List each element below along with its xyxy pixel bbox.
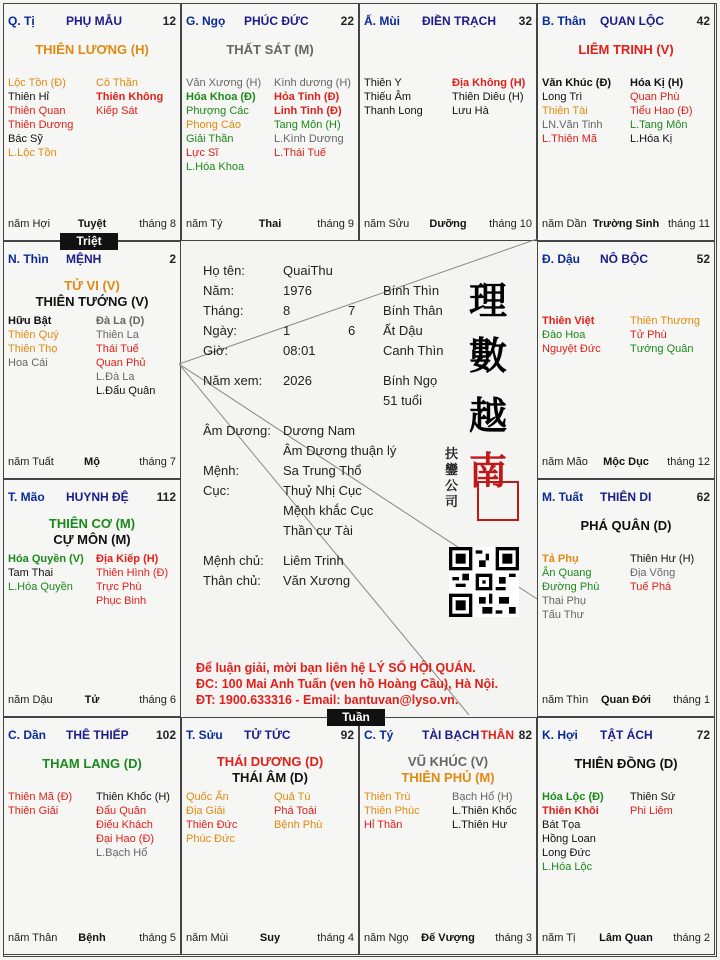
- minor-star: Long Đức: [542, 847, 591, 859]
- palace-stage: Bệnh: [78, 932, 106, 944]
- palace-can-chi: K. Hợi: [542, 728, 578, 742]
- major-star: THIÊN LƯƠNG (H): [35, 42, 149, 57]
- minor-star: Hóa Quyền (V): [8, 553, 84, 565]
- minor-star: L.Hóa Khoa: [186, 161, 245, 173]
- minor-stars-left: [364, 790, 420, 832]
- minor-star: Linh Tinh (Đ): [274, 105, 342, 117]
- palace-name: NÔ BỘC: [600, 252, 648, 266]
- minor-star: Phá Toái: [274, 805, 317, 817]
- minor-star: Thiên Hỉ: [8, 91, 49, 103]
- palace-hoi[interactable]: [537, 717, 715, 955]
- minor-star: Địa Kiếp (H): [96, 553, 159, 565]
- than-chu-value: Văn Xương: [283, 573, 351, 588]
- minor-star: Bác Sỹ: [8, 133, 43, 145]
- calligraphy-char-3: 越: [469, 393, 508, 438]
- thang-am-lich: 7: [348, 303, 356, 318]
- palace-month: tháng 12: [667, 456, 710, 468]
- palace-footer: [542, 694, 710, 708]
- minor-star: Thiên Dương: [8, 119, 74, 131]
- palace-number: 52: [696, 252, 710, 266]
- minor-stars-left: [8, 314, 59, 370]
- minor-stars-left: [8, 552, 84, 594]
- minor-star: L.Thái Tuế: [274, 147, 326, 159]
- minor-star: Hóa Lộc (Đ): [542, 791, 604, 803]
- qr-code: [449, 547, 519, 617]
- palace-stage: Suy: [259, 932, 281, 944]
- major-star: THIÊN TƯỚNG (V): [35, 294, 149, 309]
- minor-star: Phượng Các: [186, 105, 249, 117]
- minor-star: Thiên Y: [364, 77, 402, 89]
- palace-year: năm Tuất: [8, 456, 54, 468]
- palace-number: 22: [340, 14, 354, 28]
- palace-footer: [186, 218, 354, 232]
- minor-star: Địa Giải: [186, 805, 226, 817]
- palace-name: HUYNH ĐỆ: [66, 490, 129, 504]
- minor-star: Giải Thần: [186, 133, 234, 145]
- palace-stage: Dưỡng: [429, 218, 467, 230]
- palace-month: tháng 7: [139, 456, 176, 468]
- minor-star: Hỏa Tinh (Đ): [274, 91, 340, 103]
- minor-star: Hóa Kị (H): [630, 77, 684, 89]
- major-star: THẤT SÁT (M): [226, 42, 314, 57]
- major-star: TỬ VI (V): [64, 278, 120, 293]
- minor-star: Tam Thai: [8, 567, 54, 579]
- palace-name: PHỤ MẪU: [66, 14, 122, 28]
- minor-star: Kiếp Sát: [96, 105, 138, 117]
- ho-ten-value: QuaiThu: [283, 263, 333, 278]
- palace-footer: [364, 218, 532, 232]
- palace-ty[interactable]: [359, 717, 537, 955]
- minor-star: Thiên Khôi: [542, 805, 599, 817]
- cuc-note-1: Mệnh khắc Cục: [283, 503, 374, 518]
- palace-name: ĐIỀN TRẠCH: [422, 14, 496, 28]
- palace-can-chi: B. Thân: [542, 14, 586, 28]
- palace-number: 82: [518, 728, 532, 742]
- palace-can-chi: Đ. Dậu: [542, 252, 581, 266]
- palace-footer: [8, 932, 176, 946]
- palace-thin[interactable]: [3, 241, 181, 479]
- palace-year: năm Sửu: [364, 218, 410, 230]
- minor-star: Phi Liêm: [630, 805, 673, 817]
- than-marker: THÂN: [480, 728, 514, 742]
- palace-than[interactable]: [537, 3, 715, 241]
- minor-star: Tử Phù: [630, 329, 667, 341]
- menh-label: Mệnh:: [203, 463, 240, 478]
- minor-star: Phong Cáo: [186, 119, 242, 131]
- minor-stars-right: [96, 76, 163, 118]
- minor-star: Điếu Khách: [96, 819, 153, 831]
- palace-number: 92: [340, 728, 354, 742]
- minor-star: Thiếu Âm: [364, 91, 412, 103]
- palace-header: [8, 490, 176, 504]
- minor-stars-right: [274, 790, 322, 832]
- palace-tuat[interactable]: [537, 479, 715, 717]
- than-chu-label: Thân chủ:: [203, 573, 261, 588]
- minor-stars-right: [452, 790, 517, 832]
- minor-star: Thiên Khốc (H): [96, 791, 170, 803]
- thang-can-chi: Bính Thân: [383, 303, 443, 318]
- nam-xem-value: 2026: [283, 373, 312, 388]
- cuc-value: Thuỷ Nhị Cục: [283, 483, 362, 498]
- cuc-label: Cục:: [203, 483, 230, 498]
- palace-name: TÀI BẠCH: [422, 728, 480, 742]
- minor-stars-right: [96, 552, 168, 608]
- major-star: THÁI DƯƠNG (D): [216, 754, 324, 769]
- palace-number: 42: [696, 14, 710, 28]
- minor-star: Thiên Quý: [8, 329, 59, 341]
- minor-stars-right: [630, 76, 693, 146]
- palace-month: tháng 11: [667, 218, 710, 230]
- minor-stars-right: [630, 314, 700, 356]
- minor-star: Đường Phù: [542, 581, 600, 593]
- minor-star: Tấu Thư: [542, 609, 585, 621]
- minor-star: Hoa Cái: [8, 357, 48, 369]
- palace-footer: [8, 694, 176, 708]
- palace-can-chi: Ấ. Mùi: [364, 14, 400, 28]
- minor-star: Kình dương (H): [274, 77, 351, 89]
- palace-month: tháng 9: [317, 218, 354, 230]
- minor-star: Quả Tú: [274, 791, 311, 803]
- palace-name: MỆNH: [66, 252, 102, 266]
- minor-stars-left: [8, 76, 73, 160]
- nam-xem-can-chi: Bính Ngọ: [383, 373, 438, 388]
- palace-ngo[interactable]: [181, 3, 359, 241]
- palace-dan[interactable]: [3, 717, 181, 955]
- palace-month: tháng 5: [139, 932, 176, 944]
- minor-star: Đào Hoa: [542, 329, 586, 341]
- contact-line-3: ĐT: 1900.633316 - Email: bantuvan@lyso.vn.: [196, 693, 459, 707]
- palace-number: 62: [696, 490, 710, 504]
- am-duong-value: Dương Nam: [283, 423, 356, 438]
- palace-dau[interactable]: [537, 241, 715, 479]
- minor-star: Thiên Hư (H): [630, 553, 695, 565]
- palace-stage: Thai: [258, 218, 282, 230]
- palace-year: năm Thìn: [542, 694, 589, 706]
- palace-footer: [8, 456, 176, 470]
- major-star: VŨ KHÚC (V): [407, 754, 489, 769]
- minor-stars-right: [96, 314, 155, 398]
- palace-stage: Quan Đới: [601, 694, 651, 706]
- palace-year: năm Dần: [542, 218, 587, 230]
- minor-star: Đẩu Quân: [96, 805, 147, 817]
- major-star: CỰ MÔN (M): [53, 532, 131, 547]
- minor-stars-right: [630, 790, 675, 818]
- minor-star: L.Thiên Hư: [452, 819, 508, 831]
- palace-name: THÊ THIẾP: [66, 728, 129, 742]
- palace-header: [542, 14, 710, 28]
- major-star: PHÁ QUÂN (D): [580, 518, 672, 533]
- minor-star: L.Đà La: [96, 371, 135, 383]
- palace-month: tháng 6: [139, 694, 176, 706]
- palace-footer: [186, 932, 354, 946]
- minor-star: Quốc Ấn: [186, 791, 229, 803]
- minor-star: L.Hóa Lộc: [542, 861, 593, 873]
- menh-value: Sa Trung Thổ: [283, 463, 362, 478]
- major-star: THAM LANG (D): [42, 756, 142, 771]
- palace-year: năm Mão: [542, 456, 588, 468]
- palace-year: năm Tý: [186, 218, 223, 230]
- menh-chu-value: Liêm Trinh: [283, 553, 344, 568]
- minor-star: Tang Môn (H): [274, 119, 341, 131]
- triet-marker: Triệt: [60, 233, 118, 250]
- palace-year: năm Ngọ: [364, 932, 409, 944]
- palace-suu[interactable]: [181, 717, 359, 955]
- tuoi-value: 51 tuổi: [383, 393, 423, 408]
- major-star: THIÊN CƠ (M): [48, 516, 136, 531]
- palace-number: 32: [518, 14, 532, 28]
- palace-year: năm Dậu: [8, 694, 53, 706]
- minor-star: Tả Phụ: [542, 553, 579, 565]
- minor-star: Thiên Mã (Đ): [8, 791, 73, 803]
- palace-footer: [8, 218, 176, 232]
- minor-stars-left: [186, 790, 237, 846]
- ngay-value: 1: [283, 323, 291, 338]
- cuc-note-2: Thần cư Tài: [283, 523, 353, 538]
- minor-star: LN.Văn Tinh: [542, 119, 603, 131]
- palace-header: [186, 14, 354, 28]
- calligraphy-char-1: 理: [469, 278, 508, 323]
- palace-ti[interactable]: [3, 3, 181, 241]
- minor-star: Tuế Phá: [630, 581, 672, 593]
- menh-chu-label: Mệnh chủ:: [203, 553, 264, 568]
- calligraphy-char-2: 數: [469, 333, 508, 378]
- calligraphy-char-4: 南: [469, 448, 508, 493]
- palace-name: QUAN LỘC: [600, 14, 664, 28]
- palace-name: TẬT ÁCH: [600, 728, 653, 742]
- minor-stars-right: [96, 790, 170, 860]
- minor-stars-left: [542, 552, 599, 622]
- minor-star: Thiên Hình (Đ): [96, 567, 169, 579]
- minor-star: Đại Hao (Đ): [96, 833, 155, 845]
- palace-header: [364, 728, 532, 742]
- minor-star: Văn Xương (H): [186, 77, 262, 89]
- palace-footer: [364, 932, 532, 946]
- minor-star: Bát Tọa: [542, 819, 581, 831]
- minor-star: Quan Phù: [630, 91, 680, 103]
- minor-star: L.Tang Môn: [630, 119, 688, 131]
- palace-name: THIÊN DI: [600, 490, 652, 504]
- contact-line-1: Để luận giải, mời bạn liên hệ LÝ SỐ HỘI QUÁN.: [196, 661, 476, 675]
- minor-star: Thái Tuế: [96, 343, 139, 355]
- palace-stage: Mộc Dục: [603, 456, 649, 468]
- palace-can-chi: C. Dần: [8, 728, 47, 742]
- ngay-label: Ngày:: [203, 323, 237, 338]
- nam-value: 1976: [283, 283, 312, 298]
- minor-star: Hóa Khoa (Đ): [186, 91, 256, 103]
- minor-star: Thiên Giải: [8, 805, 59, 817]
- palace-footer: [542, 932, 710, 946]
- palace-month: tháng 8: [139, 218, 176, 230]
- minor-star: Thiên Thọ: [8, 343, 58, 355]
- palace-footer: [542, 456, 710, 470]
- minor-star: Thiên Tài: [542, 105, 588, 117]
- palace-year: năm Tị: [542, 932, 576, 944]
- palace-can-chi: T. Mão: [8, 490, 45, 504]
- minor-star: Thiên Không: [96, 91, 164, 103]
- am-duong-note: Âm Dương thuận lý: [283, 443, 397, 458]
- minor-star: Văn Khúc (Đ): [542, 77, 612, 89]
- palace-stage: Đế Vượng: [421, 932, 475, 944]
- tuan-marker: Tuần: [327, 709, 385, 726]
- minor-star: Lộc Tồn (Đ): [8, 77, 66, 89]
- minor-star: Cô Thần: [96, 77, 138, 89]
- seal-small-text: 扶鑾公司: [445, 447, 459, 510]
- minor-star: L.Kình Dương: [274, 133, 344, 145]
- palace-stage: Tử: [84, 694, 100, 706]
- palace-can-chi: T. Sửu: [186, 728, 223, 742]
- palace-name: TỬ TỨC: [244, 728, 291, 742]
- palace-number: 102: [155, 728, 176, 742]
- palace-can-chi: Q. Tị: [8, 14, 35, 28]
- minor-star: Thai Phụ: [542, 595, 587, 607]
- minor-star: Địa Không (H): [452, 77, 526, 89]
- minor-star: L.Hóa Quyền: [8, 581, 73, 593]
- palace-header: [8, 728, 176, 742]
- major-star: THIÊN PHỦ (M): [401, 770, 495, 785]
- palace-stage: Tuyệt: [77, 218, 107, 230]
- minor-star: Bệnh Phù: [274, 819, 323, 831]
- minor-star: Ân Quang: [542, 567, 592, 579]
- palace-header: [8, 252, 176, 266]
- minor-star: Thiên Phúc: [364, 805, 420, 817]
- palace-header: [364, 14, 532, 28]
- red-seal-stamp: [477, 481, 519, 521]
- minor-star: Thiên Quan: [8, 105, 66, 117]
- minor-star: Phục Binh: [96, 595, 147, 607]
- minor-star: Địa Võng: [630, 567, 676, 579]
- palace-header: [542, 252, 710, 266]
- palace-stage: Trường Sinh: [592, 218, 660, 230]
- minor-star: Đà La (D): [96, 315, 145, 327]
- palace-number: 2: [169, 252, 176, 266]
- minor-stars-right: [452, 76, 525, 118]
- palace-can-chi: C. Tý: [364, 728, 394, 742]
- minor-stars-left: [542, 76, 611, 146]
- nam-can-chi: Bính Thìn: [383, 283, 440, 298]
- minor-stars-left: [186, 76, 261, 174]
- minor-star: Hồng Loan: [542, 833, 596, 845]
- minor-star: L.Đẩu Quân: [96, 385, 156, 397]
- palace-header: [542, 490, 710, 504]
- minor-star: Long Trì: [542, 91, 583, 103]
- palace-number: 112: [156, 490, 176, 504]
- minor-star: Thiên Trù: [364, 791, 411, 803]
- minor-star: Hỉ Thần: [364, 819, 403, 831]
- palace-can-chi: M. Tuất: [542, 490, 584, 504]
- palace-stage: Mộ: [84, 456, 100, 468]
- palace-header: [8, 14, 176, 28]
- center-info-panel: [179, 239, 537, 715]
- palace-header: [542, 728, 710, 742]
- minor-star: L.Lộc Tồn: [8, 147, 57, 159]
- palace-year: năm Hợi: [8, 218, 51, 230]
- thang-label: Tháng:: [203, 303, 244, 318]
- palace-year: năm Thân: [8, 932, 58, 944]
- palace-stage: Lâm Quan: [599, 932, 653, 944]
- palace-month: tháng 4: [317, 932, 354, 944]
- minor-star: Thiên Diêu (H): [452, 91, 524, 103]
- minor-star: Tướng Quân: [630, 343, 694, 355]
- minor-star: Thiên Thương: [630, 315, 701, 327]
- minor-star: L.Hóa Kị: [630, 133, 673, 145]
- major-star: THIÊN ĐỒNG (D): [574, 756, 678, 771]
- minor-star: Thiên Việt: [542, 315, 595, 327]
- palace-can-chi: G. Ngọ: [186, 14, 226, 28]
- minor-stars-right: [630, 552, 694, 594]
- minor-stars-left: [542, 314, 601, 356]
- minor-star: Quan Phủ: [96, 357, 146, 369]
- minor-star: Nguyệt Đức: [542, 343, 601, 355]
- minor-stars-left: [8, 790, 72, 818]
- minor-star: Hữu Bật: [8, 315, 52, 327]
- palace-name: PHÚC ĐỨC: [244, 14, 309, 28]
- major-star: THÁI ÂM (D): [232, 770, 308, 785]
- ngay-am-lich: 6: [348, 323, 356, 338]
- thang-value: 8: [283, 303, 291, 318]
- minor-star: Thiên La: [96, 329, 139, 341]
- palace-mao[interactable]: [3, 479, 181, 717]
- minor-stars-left: [542, 790, 604, 874]
- palace-number: 72: [696, 728, 710, 742]
- ngay-can-chi: Ất Dậu: [383, 323, 423, 338]
- minor-star: Phúc Đức: [186, 833, 235, 845]
- minor-stars-right: [274, 76, 351, 160]
- gio-value: 08:01: [283, 343, 316, 358]
- gio-can-chi: Canh Thìn: [383, 343, 444, 358]
- minor-star: L.Thiên Mã: [542, 133, 598, 145]
- palace-month: tháng 3: [495, 932, 532, 944]
- minor-star: Bạch Hổ (H): [452, 791, 513, 803]
- palace-year: năm Mùi: [186, 932, 229, 944]
- gio-label: Giờ:: [203, 343, 229, 358]
- nam-label: Năm:: [203, 283, 235, 298]
- palace-month: tháng 1: [673, 694, 710, 706]
- nam-xem-label: Năm xem:: [203, 373, 263, 388]
- palace-can-chi: N. Thìn: [8, 252, 49, 266]
- contact-line-2: ĐC: 100 Mai Anh Tuấn (ven hồ Hoàng Cầu), Hà Nội.: [196, 677, 499, 691]
- minor-star: L.Bạch Hổ: [96, 847, 148, 859]
- minor-star: Thanh Long: [364, 105, 423, 117]
- palace-number: 12: [162, 14, 176, 28]
- palace-month: tháng 10: [489, 218, 532, 230]
- palace-mui[interactable]: [359, 3, 537, 241]
- major-star: LIÊM TRINH (V): [578, 42, 674, 57]
- minor-star: Thiên Sứ: [630, 791, 676, 803]
- minor-star: Trực Phù: [96, 581, 142, 593]
- minor-star: Lực Sĩ: [186, 147, 219, 159]
- minor-star: Tiểu Hao (Đ): [630, 105, 693, 117]
- palace-header: [186, 728, 354, 742]
- minor-stars-left: [364, 76, 423, 118]
- minor-star: Lưu Hà: [452, 105, 489, 117]
- palace-month: tháng 2: [673, 932, 710, 944]
- am-duong-label: Âm Dương:: [203, 423, 271, 438]
- minor-star: Thiên Đức: [186, 819, 238, 831]
- palace-footer: [542, 218, 710, 232]
- minor-star: L.Thiên Khốc: [452, 805, 517, 817]
- ho-ten-label: Họ tên:: [203, 263, 245, 278]
